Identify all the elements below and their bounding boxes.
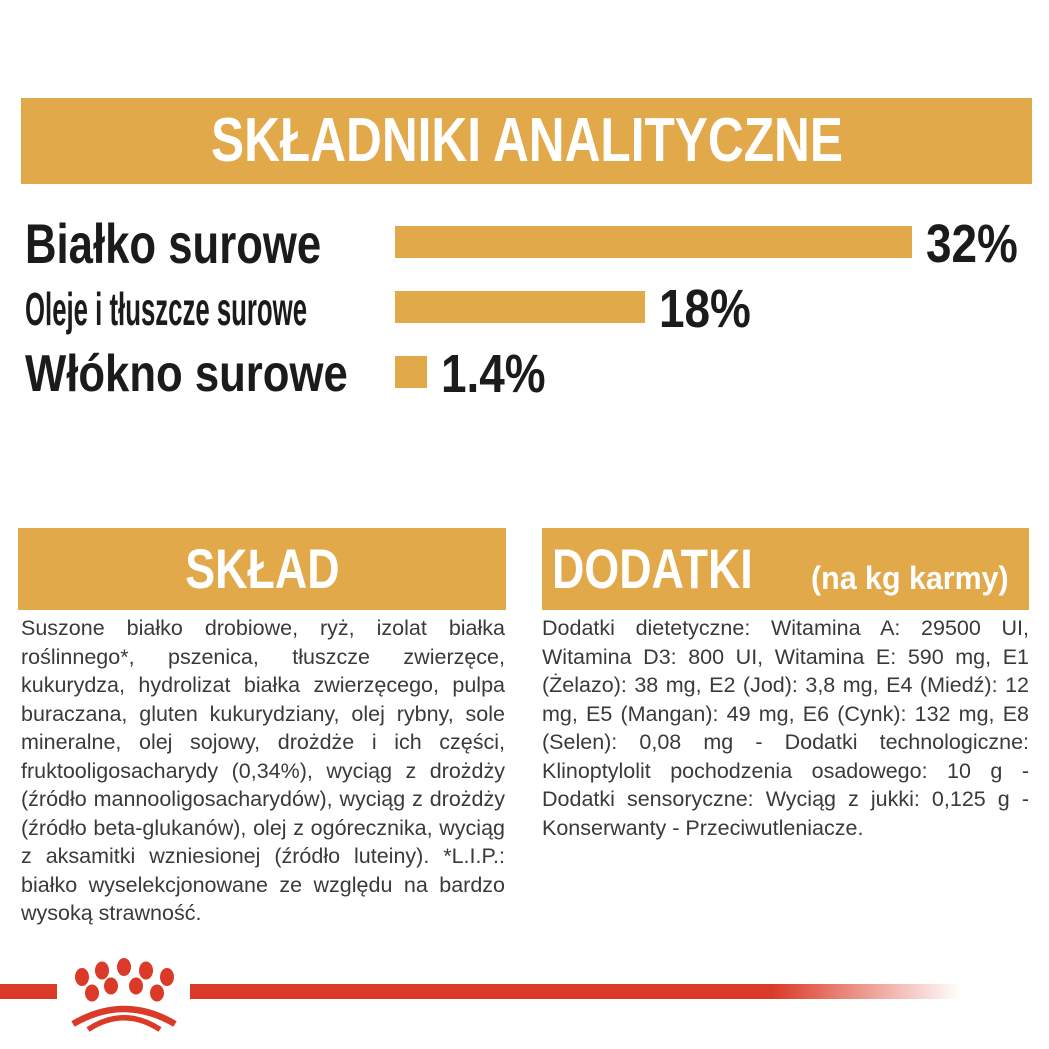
chart-value-label: 1.4% <box>441 344 546 404</box>
chart-category-label: Białko surowe <box>25 212 322 275</box>
chart-value-label: 18% <box>659 279 751 339</box>
composition-title: SKŁAD <box>184 537 340 600</box>
analytical-components-title: SKŁADNIKI ANALITYCZNE <box>210 106 843 175</box>
additives-body-text: Dodatki dietetyczne: Witamina A: 29500 UI, Witamina D3: 800 UI, Witamina E: 590 mg, E1 (Żelazo): 38 mg, E2 (Jod): 3,8 mg, E4 (Miedź): 12 mg, E5 (Mangan): 49 mg, E6 (Cynk): 132 mg, E8 (Selen): 0,08 mg - Dodatki technologiczne: Klinoptylolit pochodzenia osadowego: 10 g - Dodatki sensoryczne: Wyciąg z jukki: 0,125 g - Konserwanty - Przeciwutleniacze. <box>542 616 1029 840</box>
composition-header <box>18 528 506 610</box>
analytical-components-chart <box>0 0 1049 430</box>
royal-canin-crown-icon <box>60 950 190 1035</box>
footer-right-red-bar <box>190 984 977 999</box>
chart-bar <box>395 291 645 323</box>
chart-category-label: Włókno surowe <box>25 345 348 403</box>
chart-bar <box>395 356 427 388</box>
chart-bar <box>395 226 912 258</box>
additives-title-suffix: (na kg karmy) <box>810 560 1009 596</box>
chart-category-label: Oleje i tłuszcze surowe <box>25 283 308 335</box>
composition-body-text: Suszone białko drobiowe, ryż, izolat białka roślinnego*, pszenica, tłuszcze zwierzęce, kukurydza, hydrolizat białka zwierzęcego, pulpa buraczana, gluten kukurydziany, olej rybny, sole mineralne, olej sojowy, drożdże i ich części, fruktooligosacharydy (0,34%), wyciąg z drożdży (źródło mannooligosacharydów), wyciąg z drożdży (źródło beta-glukanów), olej z ogórecznika, wyciąg z aksamitki wzniesionej (źródło luteiny). *L.I.P.: białko wyselekcjonowane ze względu na bardzo wysoką strawność. <box>21 616 505 925</box>
chart-value-label: 32% <box>926 214 1018 274</box>
footer-left-red-bar <box>0 984 57 999</box>
additives-title: DODATKI <box>552 537 753 600</box>
additives-header <box>542 528 1029 610</box>
